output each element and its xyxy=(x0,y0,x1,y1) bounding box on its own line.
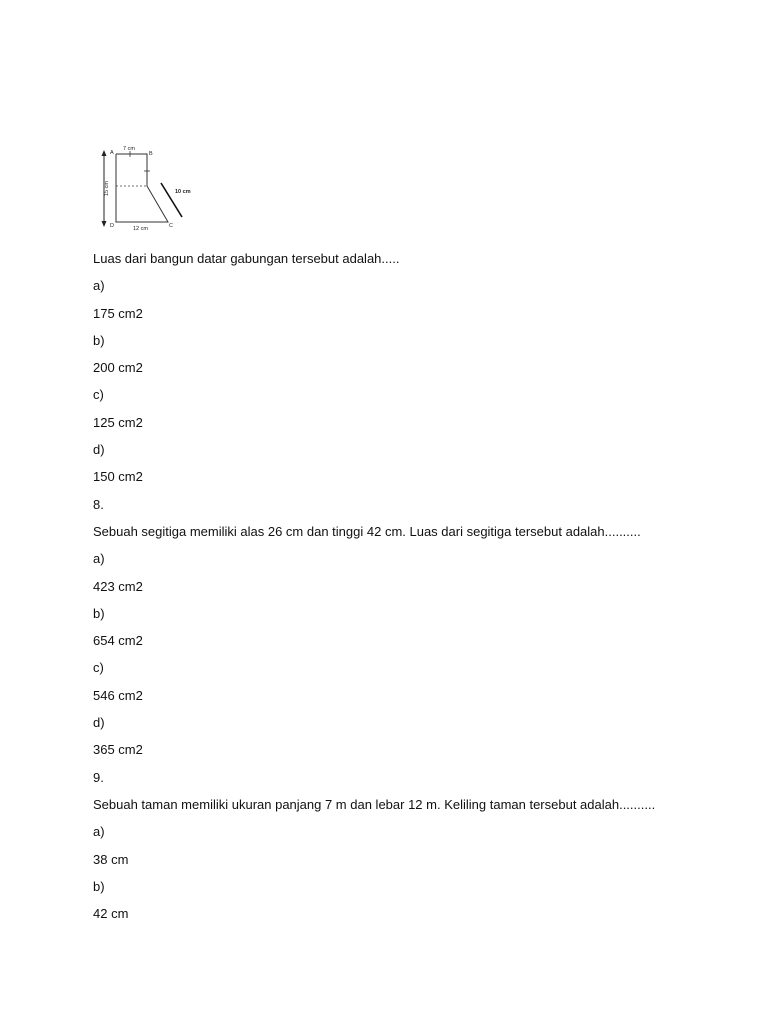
option-letter: c) xyxy=(93,660,104,676)
option-value: 38 cm xyxy=(93,851,129,867)
option-letter: b) xyxy=(93,878,105,894)
bottom-dimension-label: 12 cm xyxy=(133,226,148,232)
option-letter: d) xyxy=(93,442,105,458)
question-text: Sebuah taman memiliki ukuran panjang 7 m dan lebar 12 m. Keliling taman tersebut adalah.......... xyxy=(93,796,656,812)
option-value: 150 cm2 xyxy=(93,469,143,485)
vertex-label-b: B xyxy=(149,151,153,157)
height-dimension-label: 15 cm xyxy=(104,181,110,196)
option-value: 423 cm2 xyxy=(93,578,143,594)
top-dimension-label: 7 cm xyxy=(123,146,135,152)
option-value: 654 cm2 xyxy=(93,633,143,649)
option-value: 125 cm2 xyxy=(93,414,143,430)
question-content xyxy=(93,250,733,932)
option-value: 546 cm2 xyxy=(93,687,143,703)
question-number: 9. xyxy=(93,769,104,785)
option-letter: a) xyxy=(93,551,105,567)
option-letter: d) xyxy=(93,715,105,731)
vertex-label-c: C xyxy=(169,223,173,229)
vertex-label-d: D xyxy=(110,223,114,229)
option-letter: a) xyxy=(93,278,105,294)
option-letter: a) xyxy=(93,824,105,840)
option-letter: b) xyxy=(93,332,105,348)
option-value: 365 cm2 xyxy=(93,742,143,758)
option-letter: b) xyxy=(93,605,105,621)
composite-shape-figure xyxy=(96,138,206,238)
question-text: Sebuah segitiga memiliki alas 26 cm dan tinggi 42 cm. Luas dari segitiga tersebut adalah.......... xyxy=(93,523,641,539)
option-letter: c) xyxy=(93,387,104,403)
question-text: Luas dari bangun datar gabungan tersebut adalah..... xyxy=(93,251,400,266)
slant-dimension-label: 10 cm xyxy=(175,189,191,195)
option-value: 175 cm2 xyxy=(93,305,143,321)
vertex-label-a: A xyxy=(110,150,114,156)
option-value: 200 cm2 xyxy=(93,360,143,376)
option-value: 42 cm xyxy=(93,906,129,922)
question-number: 8. xyxy=(93,496,104,512)
